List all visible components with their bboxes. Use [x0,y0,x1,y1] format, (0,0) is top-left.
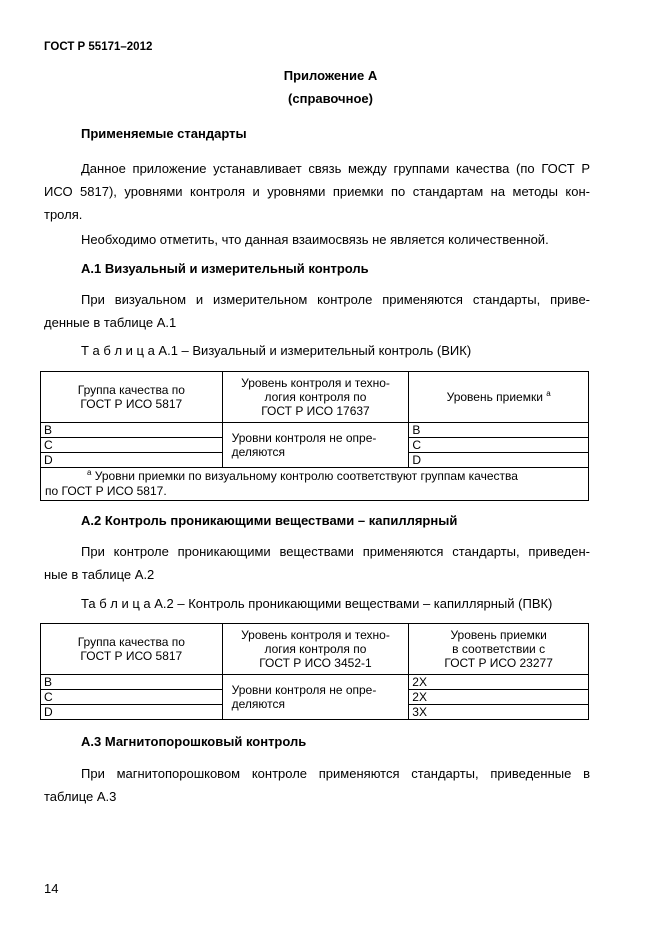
a2-text-line-2: ные в таблице А.2 [44,567,155,582]
a3-paragraph [44,762,590,808]
intro-line-4: Необходимо отметить, что данная взаимосвязь не является количественной. [81,232,549,247]
a1-table-footnote: $^a$ Уровни приемки по визуальному контролю соответствуют группам качества по ГОСТ Р ИСО 5817. [41,468,589,501]
a1-group-cell: C [41,438,223,453]
a1-header-control-level: Уровень контроля и техно- логия контроля по ГОСТ Р ИСО 17637 [222,372,409,423]
a3-text-line-1: При магнитопорошковом контроле применяются стандарты, приведенные в [81,766,590,781]
intro-line-1: Данное приложение устанавливает связь между группами качества (по ГОСТ Р [81,161,590,176]
a2-table-caption: Та б л и ц а А.2 – Контроль проникающими веществами – капиллярный (ПВК) [81,596,553,611]
table-a2 [40,623,589,720]
a2-group-cell: D [41,705,223,720]
document-code: ГОСТ Р 55171–2012 [44,41,153,53]
intro-line-3: троля. [44,207,83,222]
a1-header-quality-group: Группа качества по ГОСТ Р ИСО 5817 [41,372,223,423]
a1-level-cell: B [409,423,589,438]
intro-paragraph-1 [44,157,590,226]
a1-group-cell: B [41,423,223,438]
a2-group-cell: B [41,675,223,690]
a2-heading: А.2 Контроль проникающими веществами – капиллярный [81,513,458,528]
a1-text-line-2: денные в таблице А.1 [44,315,177,330]
table-row [41,675,589,690]
a1-header-acceptance-level: Уровень приемки $^a$ [409,372,589,423]
a2-level-cell: 3X [409,705,589,720]
a2-group-cell: C [41,690,223,705]
intro-line-2: ИСО 5817), уровнями контроля и уровнями приемки по стандартам на методы кон- [44,184,590,199]
a2-merged-control-cell: Уровни контроля не опре- деляются [222,675,409,720]
table-row [41,423,589,438]
a2-level-cell: 2X [409,675,589,690]
a2-paragraph [44,540,590,586]
intro-paragraph-2 [44,228,590,251]
a1-paragraph [44,288,590,334]
a2-header-quality-group: Группа качества по ГОСТ Р ИСО 5817 [41,624,223,675]
a1-heading: А.1 Визуальный и измерительный контроль [81,261,369,276]
a1-level-cell: C [409,438,589,453]
page-number: 14 [44,881,59,896]
a2-text-line-1: При контроле проникающими веществами применяются стандарты, приведен- [81,544,590,559]
a1-merged-control-cell: Уровни контроля не опре- деляются [222,423,409,468]
a1-text-line-1: При визуальном и измерительном контроле применяются стандарты, приве- [81,292,590,307]
a2-level-cell: 2X [409,690,589,705]
a2-header-acceptance-level: Уровень приемки в соответствии с ГОСТ Р ИСО 23277 [409,624,589,675]
a1-level-cell: D [409,453,589,468]
appendix-subtitle: (справочное) [288,91,373,106]
a1-group-cell: D [41,453,223,468]
a1-table-caption: Т а б л и ц а А.1 – Визуальный и измерительный контроль (ВИК) [81,343,472,358]
section-heading: Применяемые стандарты [81,126,247,141]
appendix-title: Приложение А [283,68,378,83]
a3-heading: А.3 Магнитопорошковый контроль [81,734,307,749]
table-a1 [40,371,589,501]
a2-header-control-level: Уровень контроля и техно- логия контроля по ГОСТ Р ИСО 3452-1 [222,624,409,675]
a3-text-line-2: таблице А.3 [44,789,117,804]
